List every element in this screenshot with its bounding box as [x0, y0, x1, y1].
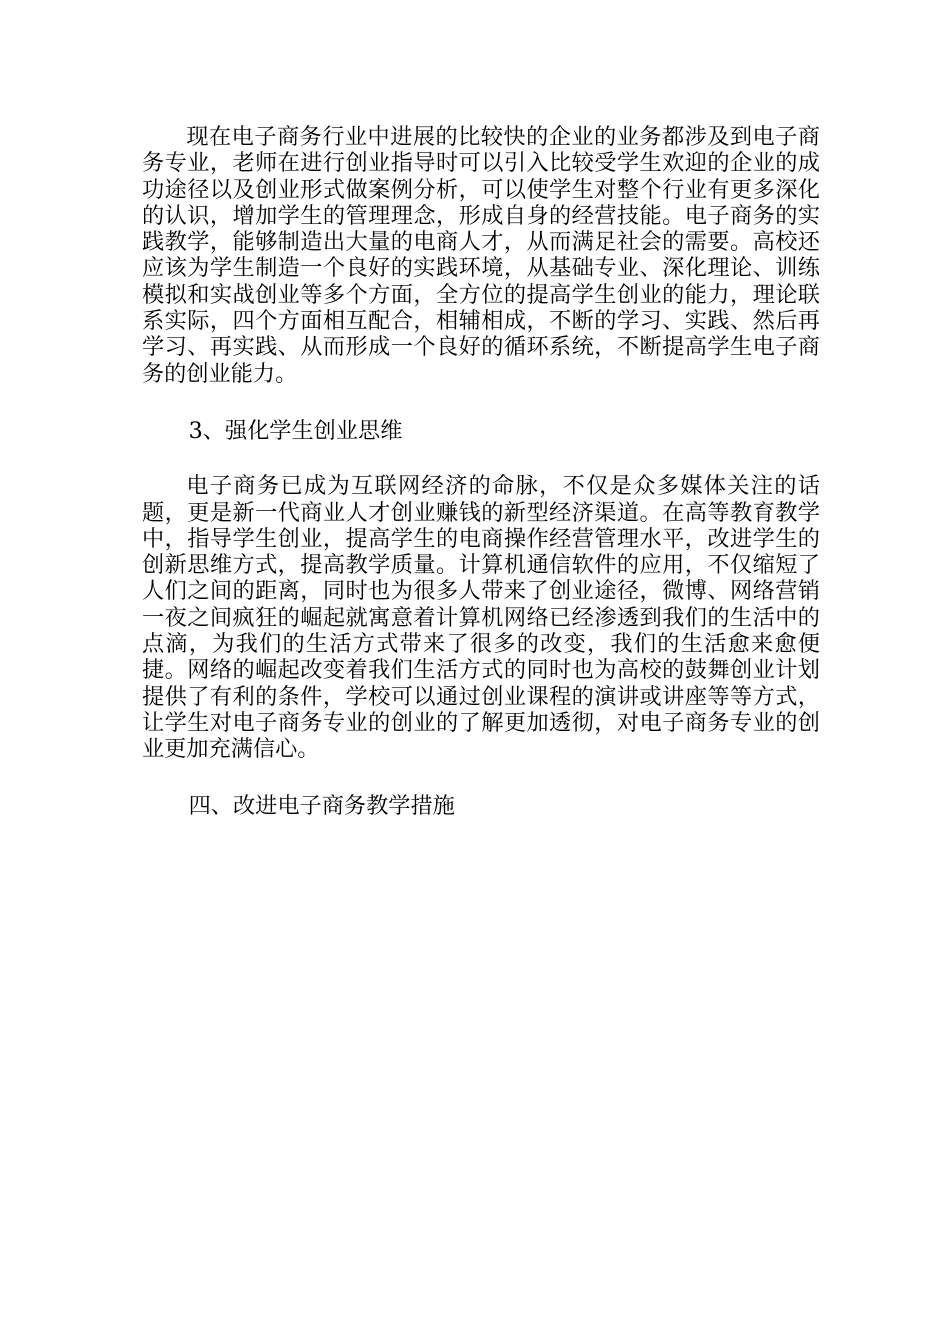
section-heading-3: 3、强化学生创业思维 [188, 417, 403, 444]
body-paragraph-1: 现在电子商务行业中进展的比较快的企业的业务都涉及到电子商务专业，老师在进行创业指导时可以引入比较受学生欢迎的企业的成功途径以及创业形式做案例分析，可以使学生对整个行业有更多深化的认识，增加学生的管理理念，形成自身的经营技能。电子商务的实践教学，能够制造出大量的电商人才，从而满足社会的需要。高校还应该为学生制造一个良好的实践环境，从基础专业、深化理论、训练模拟和实战创业等多个方面，全方位的提高学生创业的能力，理论联系实际，四个方面相互配合，相辅相成，不断的学习、实践、然后再学习、再实践、从而形成一个良好的循环系统，不断提高学生电子商务的创业能力。 [142, 124, 820, 387]
document-page [142, 124, 820, 819]
section-heading-4: 四、改进电子商务教学措施 [188, 792, 455, 819]
body-paragraph-2: 电子商务已成为互联网经济的命脉，不仅是众多媒体关注的话题，更是新一代商业人才创业赚钱的新型经济渠道。在高等教育教学中，指导学生创业，提高学生的电商操作经营管理水平，改进学生的创新思维方式，提高教学质量。计算机通信软件的应用，不仅缩短了人们之间的距离，同时也为很多人带来了创业途径，微博、网络营销一夜之间疯狂的崛起就寓意着计算机网络已经渗透到我们的生活中的点滴，为我们的生活方式带来了很多的改变，我们的生活愈来愈便捷。网络的崛起改变着我们生活方式的同时也为高校的鼓舞创业计划提供了有利的条件，学校可以通过创业课程的演讲或讲座等等方式，让学生对电子商务专业的创业的了解更加透彻，对电子商务专业的创业更加充满信心。 [142, 473, 820, 763]
